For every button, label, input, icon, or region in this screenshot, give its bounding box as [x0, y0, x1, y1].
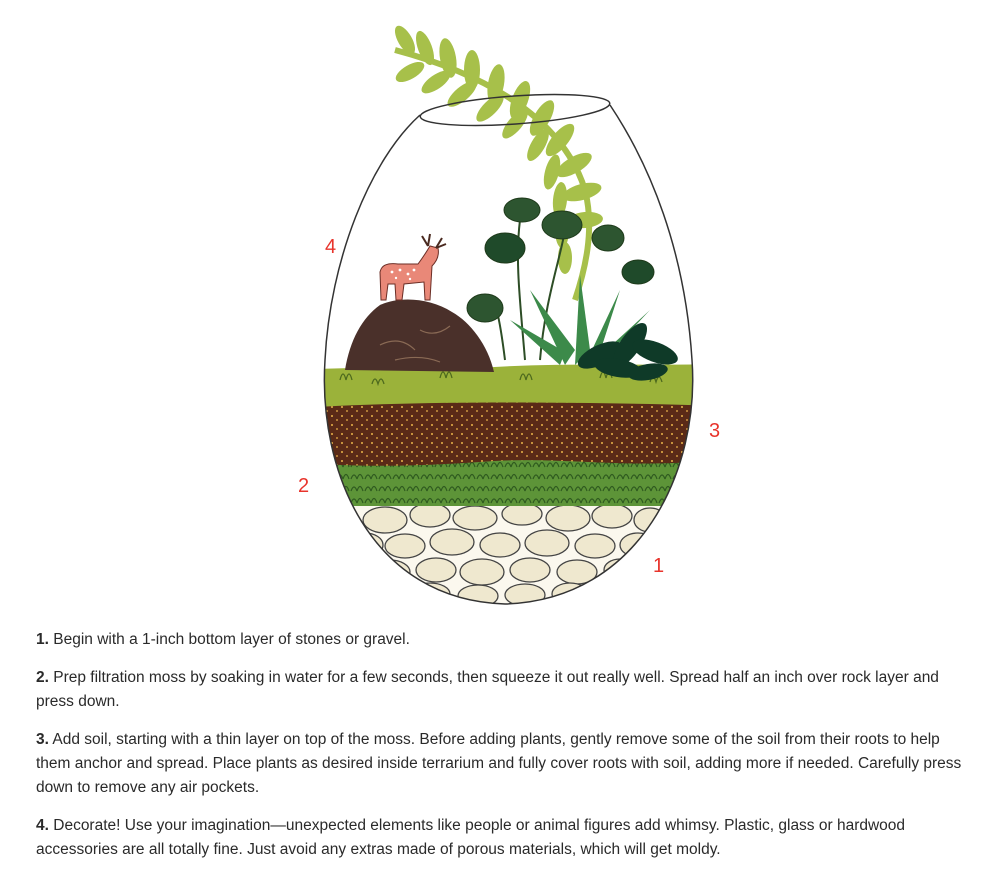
step-text: Add soil, starting with a thin layer on top of the moss. Before adding plants, gently remove some of the soil from their roots to help them anchor and spread. Place plants as desired inside terrarium and fully cover roots with soil, adding more if needed. Carefully press down to remove any air pockets. — [36, 731, 962, 796]
step-text: Prep filtration moss by soaking in water for a few seconds, then squeeze it out really well. Spread half an inch over rock layer and press down. — [36, 669, 939, 710]
instruction-list — [36, 628, 976, 876]
step-2 — [36, 666, 976, 714]
callout-3: 3 — [709, 420, 721, 442]
deer-figurine — [380, 234, 446, 300]
callout-2: 2 — [298, 475, 310, 497]
step-text: Decorate! Use your imagination—unexpected elements like people or animal figures add whimsy. Plastic, glass or hardwood accessories are all totally fine. Just avoid any extras made of porous materials, which will get moldy. — [36, 817, 906, 858]
step-1 — [36, 628, 976, 652]
step-text: Begin with a 1-inch bottom layer of stones or gravel. — [53, 631, 410, 648]
callout-1: 1 — [653, 555, 665, 577]
step-number: 3. — [36, 731, 49, 748]
step-3 — [36, 728, 976, 800]
soil-layer — [300, 400, 720, 466]
step-number: 1. — [36, 631, 49, 648]
step-number: 2. — [36, 669, 49, 686]
step-number: 4. — [36, 817, 49, 834]
step-4 — [36, 814, 976, 862]
callout-4: 4 — [325, 236, 337, 258]
